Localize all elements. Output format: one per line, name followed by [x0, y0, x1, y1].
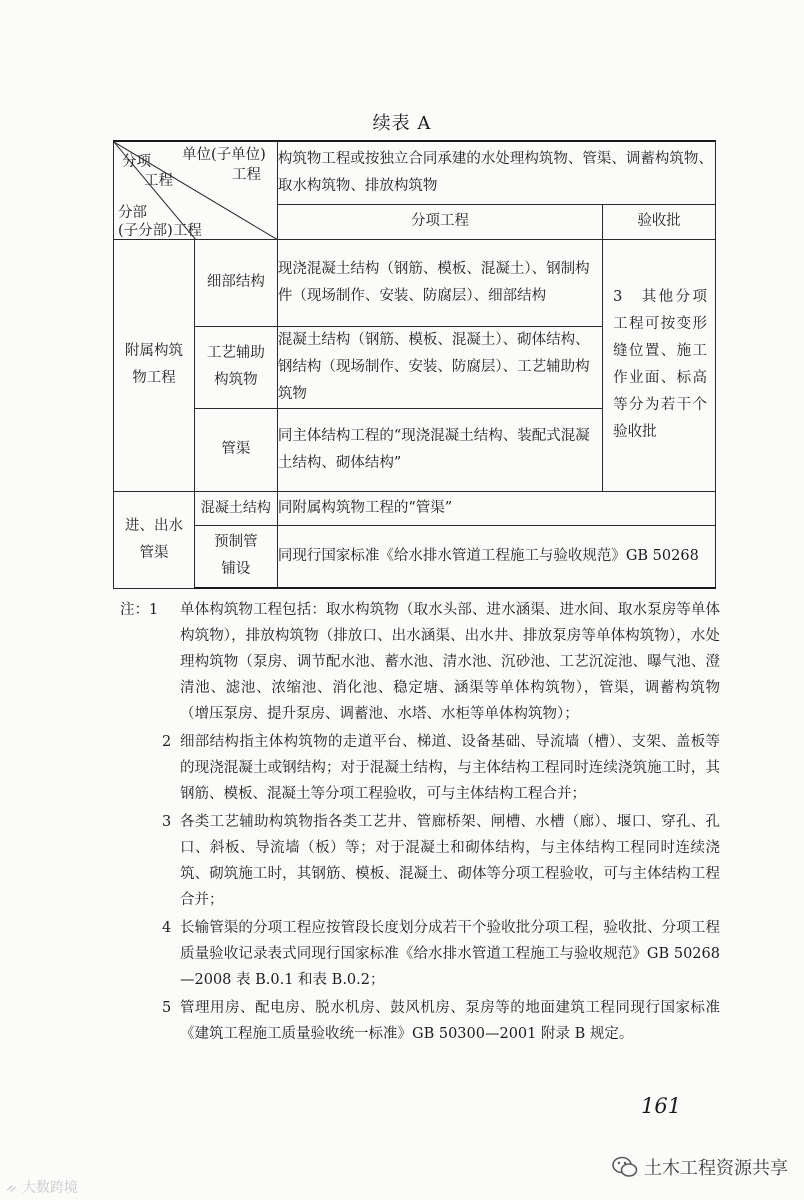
unit-header: 构筑物工程或按独立合同承建的水处理构筑物、管渠、调蓄构筑物、取水构筑物、排放构筑物: [277, 141, 715, 204]
diag-unit-label-2: 工程: [232, 167, 261, 183]
notes-section: [120, 597, 720, 1049]
row-name: 混凝土结构: [194, 491, 277, 525]
note-text: 单体构筑物工程包括：取水构筑物（取水头部、进水涵渠、进水间、取水泵房等单体构筑物），排放构筑物（排放口、出水涵渠、出水井、排放泵房等单体构筑物），水处理构筑物（泵房、调节配水池、蓄水池、清水池、沉砂池、工艺沉淀池、曝气池、澄清池、滤池、浓缩池、消化池、稳定塘、涵渠等单体构筑物），管渠，调蓄构筑物（增压泵房、提升泵房、调蓄池、水塔、水柜等单体构筑物）；: [180, 602, 720, 722]
diag-part-label: 分部: [118, 205, 147, 221]
col-batch-header: 验收批: [603, 204, 716, 239]
note-text: 管理用房、配电房、脱水机房、鼓风机房、泵房等的地面建筑工程同现行国家标准《建筑工程施工质量验收统一标准》GB 50300—2001 附录 B 规定。: [180, 1000, 720, 1042]
group-attached-structures: 附属构筑物工程: [114, 239, 195, 491]
row-items: 同附属构筑物工程的“管渠”: [277, 491, 715, 525]
logo-icon: ᨀ: [6, 1180, 18, 1196]
watermark-right-text: 土木工程资源共享: [644, 1158, 788, 1179]
row-name: 管渠: [194, 408, 277, 491]
note-text: 长输管渠的分项工程应按管段长度划分成若干个验收批分项工程，验收批、分项工程质量验收记录表式同现行国家标准《给水排水管道工程施工与验收规范》GB 50268—2008 表 B.0.1 和表 B.0.2；: [180, 920, 720, 988]
note-text: 各类工艺辅助构筑物指各类工艺井、管廊桥架、闸槽、水槽（廊）、堰口、穿孔、孔口、斜板、导流墙（板）等；对于混凝土和砌体结构，与主体结构工程同时连续浇筑、砌筑施工时，其钢筋、模板、混凝土、砌体等分项工程验收，可与主体结构工程合并；: [180, 814, 720, 908]
note-item: [120, 809, 720, 913]
watermark-left: [6, 1177, 78, 1197]
watermark-left-text: 大数跨境: [21, 1180, 78, 1196]
row-items: 现浇混凝土结构（钢筋、模板、混凝土）、钢制构件（现场制作、安装、防腐层）、细部结构: [277, 239, 602, 326]
note-number: 5: [162, 1000, 172, 1016]
table-title: 续表 A: [372, 113, 432, 134]
diag-part-label-2: (子分部)工程: [118, 223, 202, 239]
diag-unit-label: 单位(子单位): [182, 147, 266, 163]
row-items: 同主体结构工程的“现浇混凝土结构、装配式混凝土结构、砌体结构”: [277, 408, 602, 491]
row-name: 预制管铺设: [194, 525, 277, 588]
group-inlet-outlet-pipes: 进、出水管渠: [114, 491, 195, 588]
diag-item-label-2: 工程: [144, 173, 173, 189]
col-item-header: 分项工程: [277, 204, 602, 239]
row-items: 同现行国家标准《给水排水管道工程施工与验收规范》GB 50268: [277, 525, 715, 588]
note-text: 细部结构指主体构筑物的走道平台、梯道、设备基础、导流墙（槽）、支架、盖板等的现浇混凝土或钢结构；对于混凝土结构，与主体结构工程同时连续浇筑施工时，其钢筋、模板、混凝土等分项工程验收，可与主体结构工程合并；: [180, 734, 720, 802]
batch-note: 3 其他分项工程可按变形缝位置、施工作业面、标高等分为若干个验收批: [603, 239, 716, 491]
wechat-icon: [612, 1156, 638, 1178]
note-number: 4: [162, 920, 172, 936]
watermark-right: [612, 1154, 788, 1180]
row-name: 工艺辅助构筑物: [194, 326, 277, 408]
inspection-table: [113, 140, 716, 589]
page-number: 161: [641, 1094, 682, 1118]
note-number: 2: [162, 734, 172, 750]
diag-item-label: 分项: [122, 154, 151, 170]
row-items: 混凝土结构（钢筋、模板、混凝土）、砌体结构、钢结构（现场制作、安装、防腐层）、工艺辅助构筑物: [277, 326, 602, 408]
note-number: 3: [162, 814, 172, 830]
note-item: [120, 729, 720, 807]
note-item: [120, 915, 720, 993]
row-name: 细部结构: [194, 239, 277, 326]
notes-label: 注：1: [120, 602, 159, 618]
note-item: [120, 597, 720, 727]
diagonal-header-cell: [114, 141, 278, 239]
note-item: [120, 995, 720, 1047]
